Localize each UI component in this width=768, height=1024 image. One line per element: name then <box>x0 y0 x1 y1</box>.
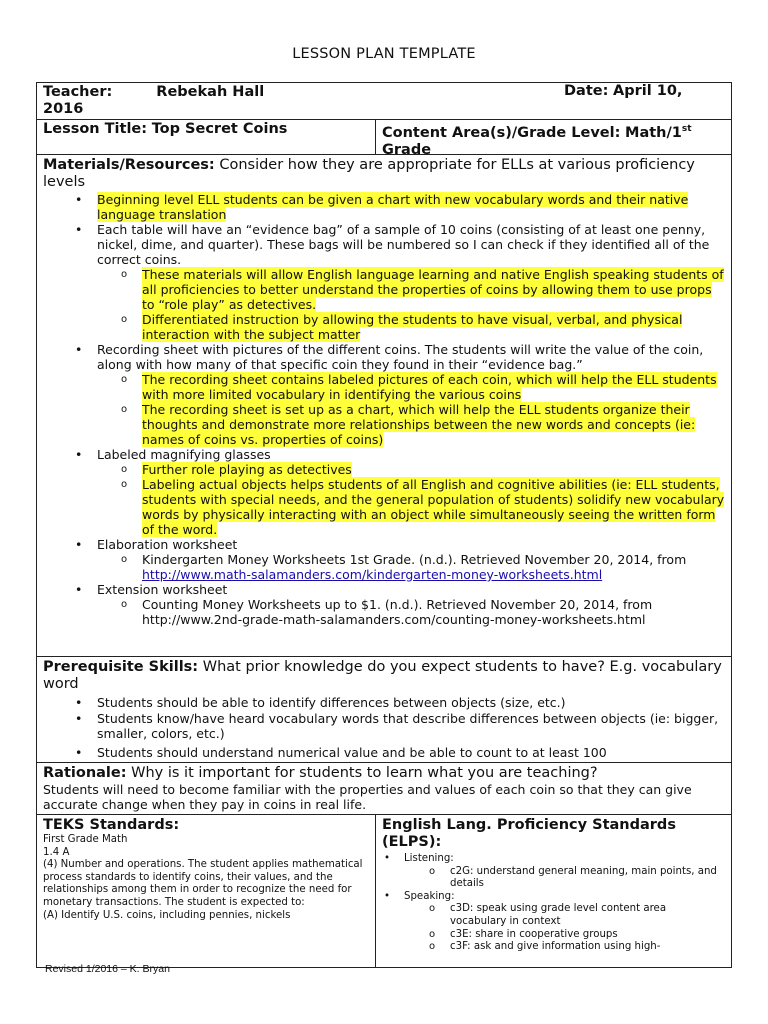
materials-prompt: Consider how they are appropriate for ELLs at various proficiency levels <box>43 157 695 190</box>
list-item <box>97 695 725 710</box>
teacher-name: Rebekah Hall <box>156 84 265 100</box>
worksheet-link[interactable]: http://www.math-salamanders.com/kindergarten-money-worksheets.html <box>142 567 603 582</box>
materials-item-2-sub-2: Differentiated instruction by allowing the students to have visual, verbal, and physical interaction with the subject matter <box>142 312 683 342</box>
lesson-title-value: Top Secret Coins <box>151 121 288 137</box>
materials-item-4-sub-2: Labeling actual objects helps students of all English and cognitive abilities (ie: ELL students, students with special needs, and the general population of students) solidify new vocabulary words by physically interacting with an object while simultaneously seeing the written form of the word. <box>142 477 725 537</box>
list-item <box>142 477 725 537</box>
list-item <box>450 929 725 942</box>
rationale-label: Rationale: <box>43 765 127 781</box>
teks-line-4: (A) Identify U.S. coins, including pennies, nickels <box>43 909 291 921</box>
list-item <box>97 447 725 537</box>
date-year: 2016 <box>43 101 84 117</box>
content-area-value: Math/1 <box>625 124 682 141</box>
elps-speaking-3: c3F: ask and give information using high- <box>450 941 661 953</box>
list-item <box>142 552 725 582</box>
list-item <box>97 745 725 760</box>
list-item <box>450 903 725 928</box>
list-item <box>97 192 725 222</box>
rationale-text: Students will need to become familiar with the properties and values of each coin so that they can give accurate change when they pay in coins in real life. <box>43 782 692 812</box>
materials-heading <box>43 157 725 191</box>
prereq-label: Prerequisite Skills: <box>43 659 199 675</box>
content-area-sup: st <box>681 124 692 134</box>
teacher-label: Teacher: <box>43 84 113 100</box>
materials-list <box>43 192 725 627</box>
elps-speaking-1: c3D: speak using grade level content area vocabulary in context <box>450 903 667 927</box>
materials-item-6: Extension worksheet <box>97 582 228 597</box>
list-item <box>97 342 725 447</box>
list-item <box>404 891 725 954</box>
list-item <box>142 267 725 312</box>
materials-item-5-citation: Kindergarten Money Worksheets 1st Grade. (n.d.). Retrieved November 20, 2014, from <box>142 552 687 567</box>
prerequisite-section <box>37 657 731 763</box>
lesson-plan-table <box>36 82 732 968</box>
list-item <box>97 711 725 741</box>
content-area-grade: Grade <box>382 141 432 158</box>
elps-speaking: Speaking: <box>404 890 455 902</box>
list-item <box>97 537 725 582</box>
list-item <box>450 866 725 891</box>
list-item <box>450 941 725 954</box>
list-item <box>97 222 725 342</box>
lesson-title-label: Lesson Title: <box>43 121 148 137</box>
materials-item-2: Each table will have an “evidence bag” of a sample of 10 coins (consisting of at least one penny, nickel, dime, and quarter). These bags will be numbered so I can check if they identified all of the correct coins. <box>97 222 710 267</box>
materials-item-4-sub-1: Further role playing as detectives <box>142 462 352 477</box>
teks-label: TEKS Standards: <box>43 817 180 833</box>
elps-listening: Listening: <box>404 853 454 864</box>
rationale-section <box>37 763 731 815</box>
prereq-prompt: What prior knowledge do you expect students to have? E.g. vocabulary word <box>43 659 722 692</box>
date-label: Date: <box>564 83 609 99</box>
materials-item-4: Labeled magnifying glasses <box>97 447 271 462</box>
materials-item-3-sub-2: The recording sheet is set up as a chart, which will help the ELL students organize their thoughts and demonstrate more relationships between the new words and concepts (ie: names of coins vs. properties of coins) <box>142 402 696 447</box>
materials-item-6-citation: Counting Money Worksheets up to $1. (n.d.). Retrieved November 20, 2014, from http://www.2nd-grade-math-salamanders.com/counting-money-worksheets.html <box>142 597 653 627</box>
elps-label: English Lang. Proficiency Standards (ELPS): <box>382 817 676 850</box>
standards-row <box>37 815 731 967</box>
materials-label: Materials/Resources: <box>43 157 215 173</box>
list-item <box>142 597 725 627</box>
teks-line-2: 1.4 A <box>43 846 70 858</box>
prereq-item-1: Students should be able to identify differences between objects (size, etc.) <box>97 695 566 710</box>
teks-line-1: First Grade Math <box>43 834 128 845</box>
elps-section <box>376 815 731 967</box>
document-title: LESSON PLAN TEMPLATE <box>292 46 476 62</box>
list-item <box>97 582 725 627</box>
elps-list <box>382 853 725 954</box>
list-item <box>142 462 725 477</box>
materials-item-2-sub-1: These materials will allow English language learning and native English speaking students of all proficiencies to better understand the properties of coins by allowing them to use props to “role play” as detectives. <box>142 267 724 312</box>
list-item <box>142 312 725 342</box>
prereq-heading <box>43 659 725 693</box>
elps-speaking-2: c3E: share in cooperative groups <box>450 928 618 940</box>
rationale-heading <box>43 765 725 782</box>
rationale-prompt: Why is it important for students to learn what you are teaching? <box>131 765 598 781</box>
list-item <box>404 853 725 891</box>
prereq-list <box>43 695 725 760</box>
materials-item-1: Beginning level ELL students can be given a chart with new vocabulary words and their native language translation <box>97 192 689 222</box>
teks-section <box>37 815 376 967</box>
materials-item-3: Recording sheet with pictures of the different coins. The students will write the value of the coin, along with how many of that specific coin they found in their “evidence bag.” <box>97 342 704 372</box>
content-area-label: Content Area(s)/Grade Level: <box>382 124 621 141</box>
teacher-row <box>37 83 731 120</box>
materials-item-5: Elaboration worksheet <box>97 537 238 552</box>
list-item <box>142 402 725 447</box>
date-value: April 10, <box>613 83 683 99</box>
materials-item-3-sub-1: The recording sheet contains labeled pictures of each coin, which will help the ELL students with more limited vocabulary in identifying the various coins <box>142 372 717 402</box>
prereq-item-3: Students should understand numerical value and be able to count to at least 100 <box>97 745 607 760</box>
prereq-item-2: Students know/have heard vocabulary words that describe differences between objects (ie: bigger, smaller, colors, etc.) <box>97 711 719 741</box>
lesson-row <box>37 120 731 158</box>
elps-listening-1: c2G: understand general meaning, main points, and details <box>450 865 717 890</box>
teks-line-3: (4) Number and operations. The student applies mathematical process standards to identify coins, their values, and the relationships among them in order to recognize the need for monetary transactions. The student is expected to: <box>43 859 363 908</box>
revision-footer: Revised 1/2016 – K. Bryan <box>45 963 170 975</box>
list-item <box>142 372 725 402</box>
materials-section <box>37 155 731 657</box>
